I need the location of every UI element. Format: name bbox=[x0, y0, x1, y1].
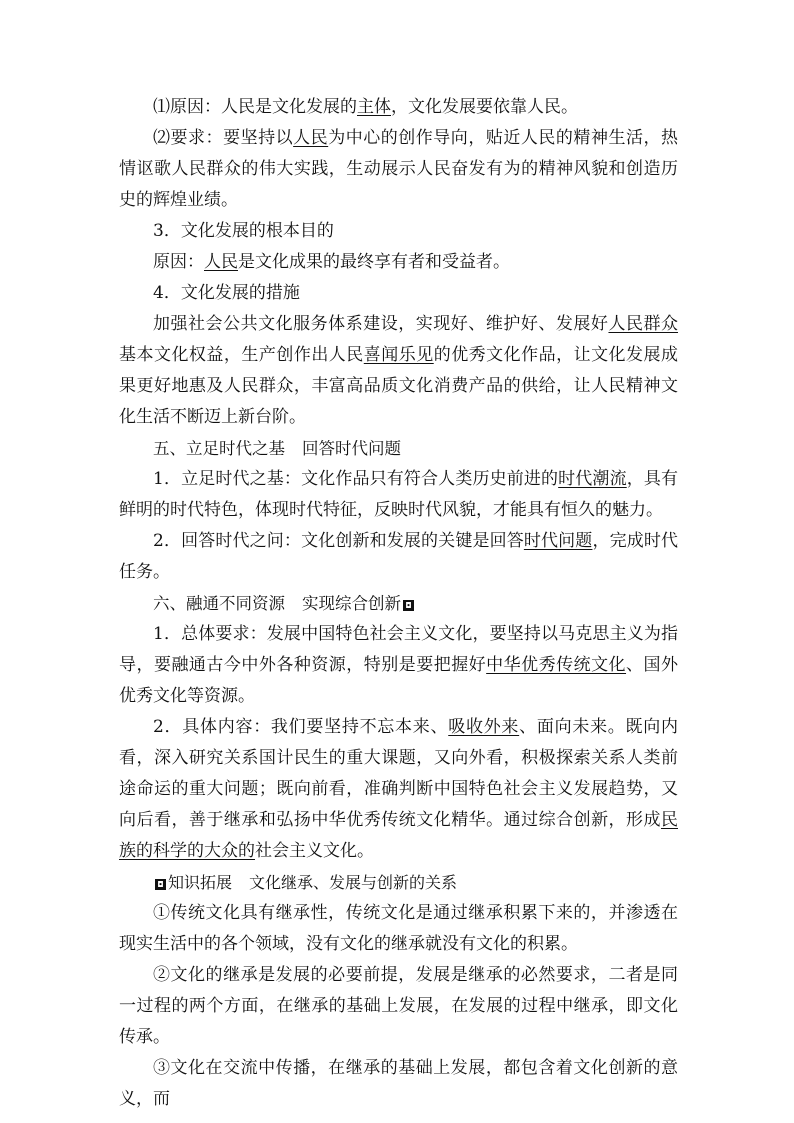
subheading-fundamental-purpose: 3．文化发展的根本目的 bbox=[153, 221, 334, 241]
text-run: 1．立足时代之基：文化作品只有符合人类历史前进的 bbox=[153, 469, 559, 489]
knowledge-extension-heading bbox=[119, 867, 678, 898]
heading-part: 实现综合创新 bbox=[302, 594, 401, 613]
text-run: 2．回答时代之问：文化创新和发展的关键是回答 bbox=[153, 531, 524, 551]
paragraph-era-question bbox=[119, 526, 678, 588]
heading-part: 六、融通不同资源 bbox=[153, 594, 285, 613]
underlined-answer: 喜闻乐见 bbox=[363, 345, 434, 365]
text-run: ⑵要求：要坚持以 bbox=[153, 128, 294, 148]
text-run: 的优秀文化作品，让文化发展成果更好地惠及人民群众，丰富高品质文化消费产品的供给，让人民精神文化生活不断迈上新台阶。 bbox=[119, 345, 679, 427]
heading-part: 五、立足时代之基 bbox=[153, 439, 285, 458]
underlined-answer: 中华优秀传统文化 bbox=[486, 655, 627, 675]
text-run: ，文化发展要依靠人民。 bbox=[391, 97, 578, 117]
text-run: 加强社会公共文化服务体系建设，实现好、维护好、发展好 bbox=[153, 314, 609, 334]
text-run: 是文化成果的最终享有者和受益者。 bbox=[238, 252, 510, 272]
paragraph-purpose-reason bbox=[119, 247, 678, 278]
text-run: 2．具体内容：我们要坚持不忘本来、 bbox=[153, 717, 449, 737]
expansion-marker-icon: ◘ bbox=[403, 600, 414, 611]
subheading-measures: 4．文化发展的措施 bbox=[153, 283, 300, 303]
paragraph-overall-requirement bbox=[119, 619, 678, 712]
paragraph-measures bbox=[119, 309, 678, 433]
underlined-answer: 人民 bbox=[204, 252, 238, 272]
text-run: 、国外优秀文化等资源。 bbox=[119, 655, 679, 706]
text-run: 1．总体要求：发展中国特色社会主义文化，要坚持以马克思主义为指导，要融通古今中外各种资源，特别是要把握好 bbox=[119, 624, 678, 675]
text-run: ，完成时代任务。 bbox=[119, 531, 678, 582]
underlined-answer: 时代问题 bbox=[523, 531, 593, 551]
paragraph-point-three: ③文化在交流中传播，在继承的基础上发展，都包含着文化创新的意义，而 bbox=[119, 1058, 678, 1109]
heading-part: 文化继承、发展与创新的关系 bbox=[249, 873, 458, 892]
text-run: 为中心的创作导向，贴近人民的精神生活，热情讴歌人民群众的伟大实践，生动展示人民奋发有为的精神风貌和创造历史的辉煌业绩。 bbox=[119, 128, 679, 210]
underlined-answer: 主体 bbox=[357, 97, 391, 117]
text-run: ，具有鲜明的时代特色，体现时代特征，反映时代风貌，才能具有恒久的魅力。 bbox=[119, 469, 678, 520]
expansion-marker-icon: ◘ bbox=[155, 879, 166, 890]
heading-part: 知识拓展 bbox=[168, 873, 233, 892]
section-heading-six bbox=[119, 588, 678, 619]
paragraph-requirement bbox=[119, 123, 678, 216]
paragraph-era-foundation bbox=[119, 464, 678, 526]
text-run: 基本文化权益，生产创作出人民 bbox=[119, 345, 364, 365]
underlined-answer: 人民群众 bbox=[608, 314, 679, 334]
text-run: 、面向未来。既向内看，深入研究关系国计民生的重大课题，又向外看，积极探索关系人类前途命运的重大问题；既向前看，准确判断中国特色社会主义发展趋势，又向后看，善于继承和弘扬中华优秀传统文化精华。通过综合创新，形成 bbox=[119, 717, 678, 830]
text-run: 原因： bbox=[153, 252, 204, 272]
underlined-answer: 人民 bbox=[293, 128, 329, 148]
document-page bbox=[119, 92, 678, 1115]
paragraph-reason bbox=[119, 92, 678, 123]
text-run: 社会主义文化。 bbox=[255, 841, 374, 861]
underlined-answer: 吸收外来 bbox=[448, 717, 520, 737]
paragraph-specific-content bbox=[119, 712, 678, 867]
paragraph-point-one: ①传统文化具有继承性，传统文化是通过继承积累下来的，并渗透在现实生活中的各个领域，没有文化的继承就没有文化的积累。 bbox=[119, 903, 678, 954]
underlined-answer: 民族的科学的大众的 bbox=[119, 810, 678, 861]
section-heading-five bbox=[119, 433, 678, 464]
heading-part: 回答时代问题 bbox=[302, 439, 401, 458]
text-run: ⑴原因：人民是文化发展的 bbox=[153, 97, 357, 117]
paragraph-point-two: ②文化的继承是发展的必要前提，发展是继承的必然要求，二者是同一过程的两个方面，在继承的基础上发展，在发展的过程中继承，即文化传承。 bbox=[119, 965, 678, 1047]
underlined-answer: 时代潮流 bbox=[558, 469, 627, 489]
